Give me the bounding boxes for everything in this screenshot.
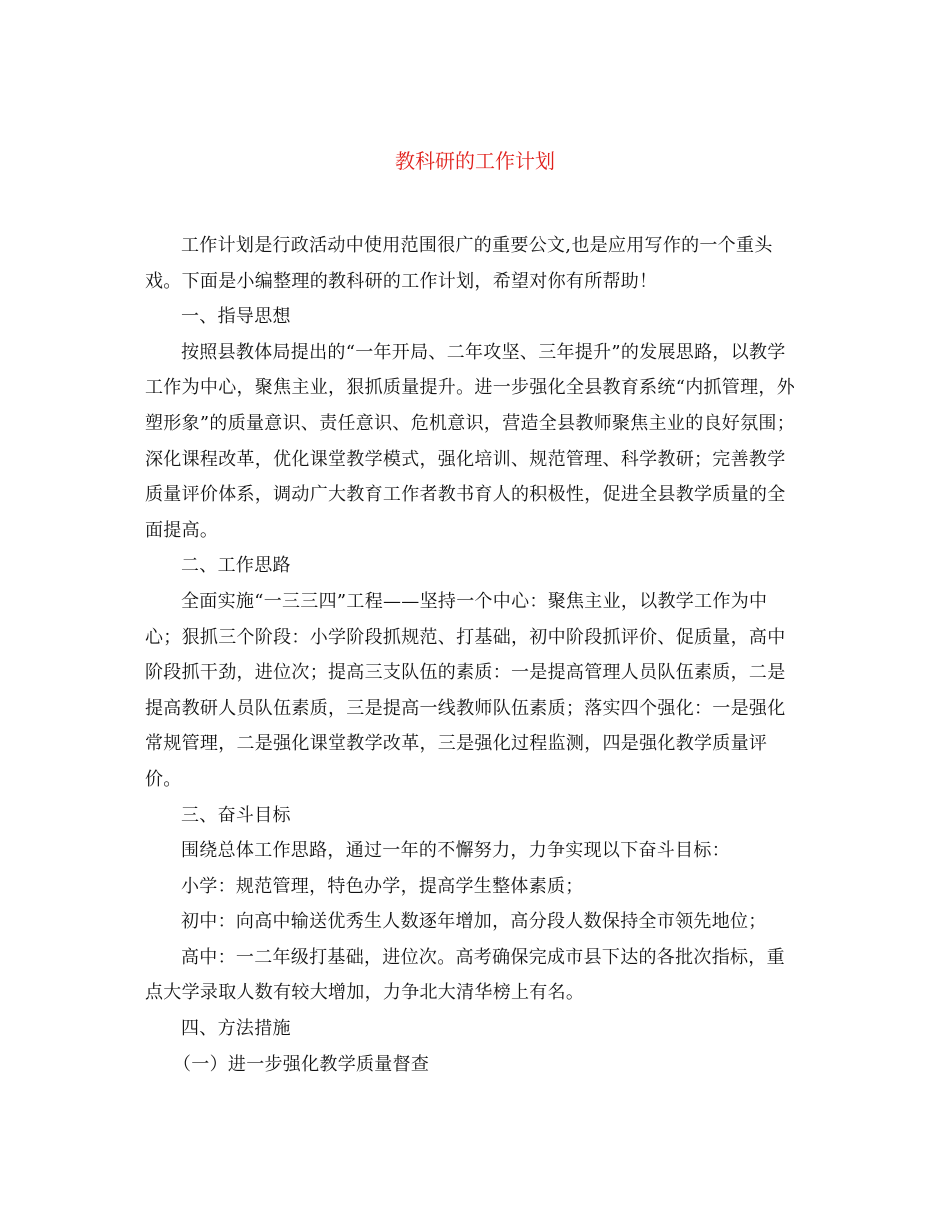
paragraph-line: 提高教研人员队伍素质，三是提高一线教师队伍素质；落实四个强化：一是强化 bbox=[145, 697, 786, 719]
paragraph-line: 高中：一二年级打基础，进位次。高考确保完成市县下达的各批次指标，重 bbox=[181, 946, 785, 968]
paragraph-line: 小学：规范管理，特色办学，提高学生整体素质； bbox=[181, 875, 584, 897]
paragraph-line: 按照县教体局提出的“一年开局、二年攻坚、三年提升”的发展思路，以教学 bbox=[181, 341, 786, 363]
section-heading: 一、指导思想 bbox=[181, 306, 291, 328]
paragraph-line: 工作为中心，聚焦主业，狠抓质量提升。进一步强化全县教育系统“内抓管理，外 bbox=[145, 377, 795, 399]
paragraph-line: 初中：向高中输送优秀生人数逐年增加，高分段人数保持全市领先地位； bbox=[181, 911, 767, 933]
paragraph-line: 点大学录取人数有较大增加，力争北大清华榜上有名。 bbox=[145, 982, 585, 1004]
paragraph-line: 常规管理，二是强化课堂教学改革，三是强化过程监测，四是强化教学质量评 bbox=[145, 733, 768, 755]
section-heading: 二、工作思路 bbox=[181, 555, 291, 577]
paragraph-line: 价。 bbox=[145, 768, 182, 790]
subsection-heading: （一）进一步强化教学质量督查 bbox=[173, 1053, 430, 1075]
paragraph-line: 围绕总体工作思路，通过一年的不懈努力，力争实现以下奋斗目标： bbox=[181, 840, 730, 862]
document-title: 教科研的工作计划 bbox=[395, 149, 555, 173]
paragraph-line: 阶段抓干劲，进位次；提高三支队伍的素质：一是提高管理人员队伍素质，二是 bbox=[145, 662, 786, 684]
section-heading: 四、方法措施 bbox=[181, 1018, 291, 1040]
paragraph-line: 面提高。 bbox=[145, 519, 219, 541]
paragraph-line: 全面实施“一三三四”工程——坚持一个中心：聚焦主业，以教学工作为中 bbox=[181, 590, 768, 612]
paragraph-line: 深化课程改革，优化课堂教学模式，强化培训、规范管理、科学教研；完善教学 bbox=[145, 448, 786, 470]
section-heading: 三、奋斗目标 bbox=[181, 804, 291, 826]
paragraph-line: 心；狠抓三个阶段：小学阶段抓规范、打基础，初中阶段抓评价、促质量，高中 bbox=[145, 626, 786, 648]
paragraph-line: 塑形象”的质量意识、责任意识、危机意识，营造全县教师聚焦主业的良好氛围； bbox=[145, 412, 795, 434]
paragraph-line: 工作计划是行政活动中使用范围很广的重要公文,也是应用写作的一个重头 bbox=[181, 235, 773, 256]
document-body bbox=[145, 228, 805, 1082]
paragraph-line: 质量评价体系，调动广大教育工作者教书育人的积极性，促进全县教学质量的全 bbox=[145, 484, 786, 506]
paragraph-line: 戏。下面是小编整理的教科研的工作计划，希望对你有所帮助！ bbox=[145, 270, 658, 292]
